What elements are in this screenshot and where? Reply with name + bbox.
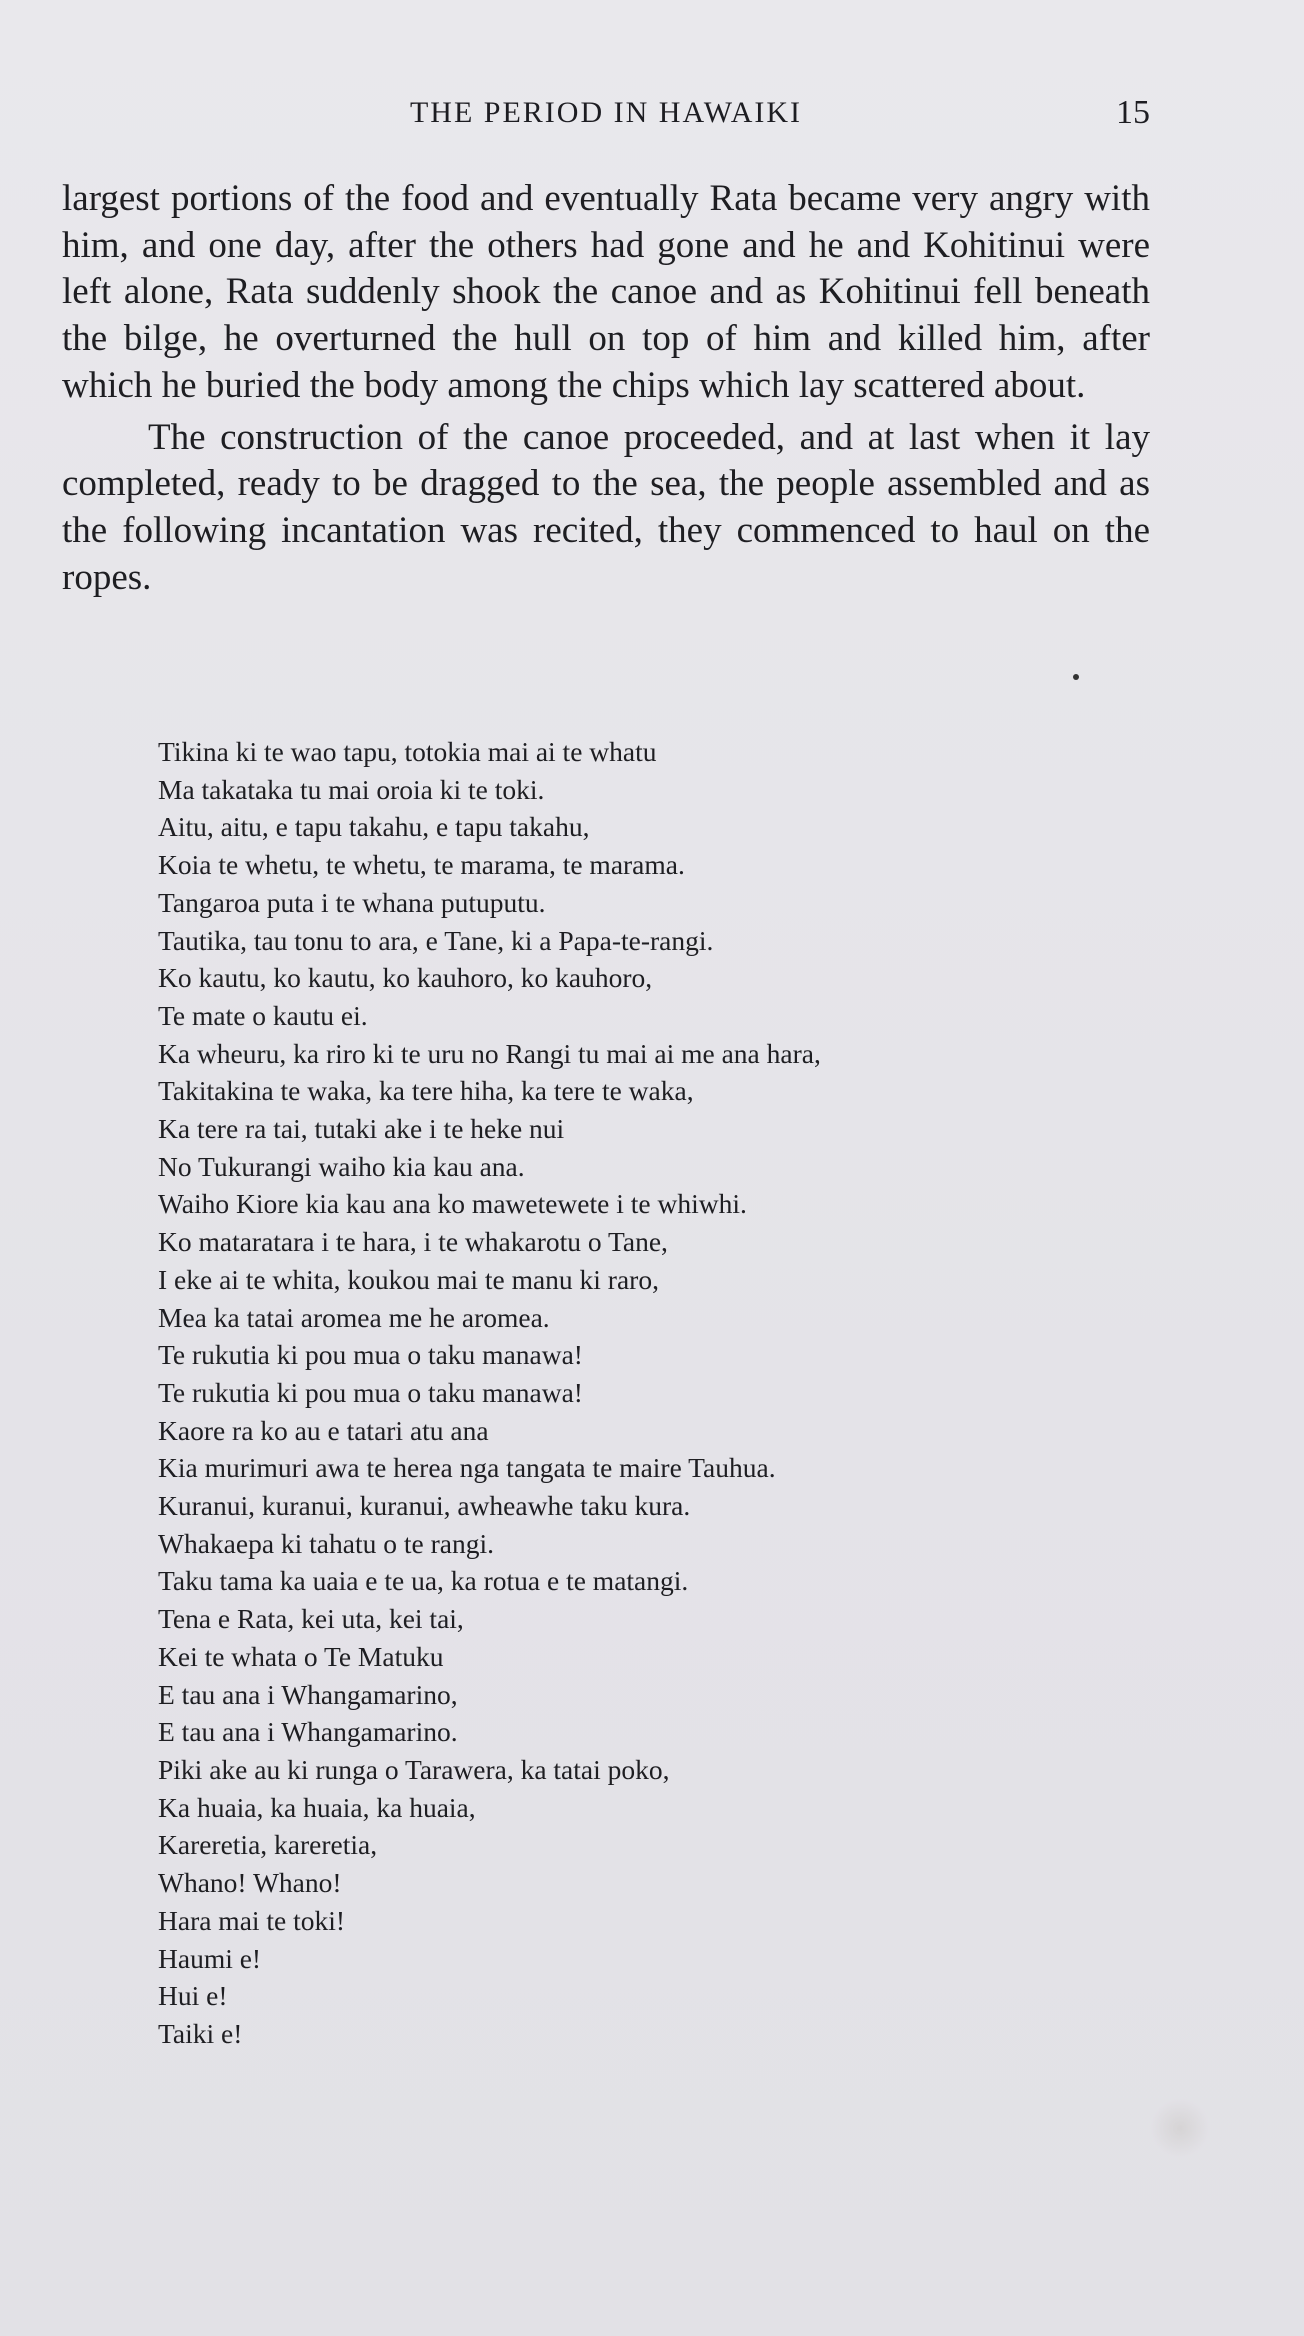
verse-line: Tena e Rata, kei uta, kei tai, (158, 1603, 464, 1635)
verse-line: Haumi e! (158, 1942, 262, 1974)
body-text (62, 176, 1150, 601)
ink-speck (1073, 674, 1079, 680)
running-head-title: THE PERIOD IN HAWAIKI (409, 96, 803, 129)
verse-line: Kia murimuri awa te herea nga tangata te maire Tauhua. (158, 1452, 776, 1484)
verse-line: Mea ka tatai aromea me he aromea. (158, 1301, 550, 1333)
verse-line: Ka tere ra tai, tutaki ake i te heke nui (158, 1113, 565, 1145)
verse-line: I eke ai te whita, koukou mai te manu ki raro, (158, 1263, 659, 1295)
verse-line: Te mate o kautu ei. (158, 999, 368, 1031)
verse-line: Kareretia, kareretia, (158, 1829, 378, 1861)
verse-line: Whano! Whano! (158, 1867, 342, 1899)
paragraph: largest portions of the food and eventually Rata became very angry with him, and one day, after the others had gone and he and Kohitinui were left alone, Rata suddenly shook the canoe and as Kohitinui fell beneath the bilge, he overturned the hull on top of him and killed him, after which he buried the body among the chips which lay scattered about. (62, 178, 1150, 406)
paragraph: The construction of the canoe proceeded, and at last when it lay completed, ready to be dragged to the sea, the people assembled and as the following incantation was recited, they commenced to haul on the ropes. (62, 416, 1150, 598)
verse-line: Aitu, aitu, e tapu takahu, e tapu takahu, (158, 811, 590, 843)
verse-line: Koia te whetu, te whetu, te marama, te marama. (158, 849, 685, 881)
verse-line: E tau ana i Whangamarino. (158, 1716, 458, 1748)
verse-line: Tautika, tau tonu to ara, e Tane, ki a Papa-te-rangi. (158, 924, 714, 956)
verse-line: Kuranui, kuranui, kuranui, awheawhe taku kura. (158, 1490, 691, 1522)
verse-line: Ma takataka tu mai oroia ki te toki. (158, 773, 545, 805)
verse-line: Te rukutia ki pou mua o taku manawa! (158, 1339, 583, 1371)
verse-line: Kei te whata o Te Matuku (158, 1640, 444, 1672)
verse-line: Ka huaia, ka huaia, ka huaia, (158, 1791, 476, 1823)
verse-line: Ko mataratara i te hara, i te whakarotu o Tane, (158, 1226, 668, 1258)
verse-line: No Tukurangi waiho kia kau ana. (158, 1150, 525, 1182)
running-head (62, 96, 1150, 136)
verse-line: E tau ana i Whangamarino, (158, 1678, 458, 1710)
paper-stain (1150, 2098, 1210, 2158)
verse-line: Tikina ki te wao tapu, totokia mai ai te whatu (158, 736, 657, 767)
page-number: 15 (1116, 94, 1150, 131)
verse-line: Whakaepa ki tahatu o te rangi. (158, 1527, 494, 1559)
verse-line: Kaore ra ko au e tatari atu ana (158, 1414, 489, 1446)
verse-line: Takitakina te waka, ka tere hiha, ka tere te waka, (158, 1075, 694, 1107)
verse-line: Waiho Kiore kia kau ana ko mawetewete i te whiwhi. (158, 1188, 747, 1220)
verse-line: Hui e! (158, 1980, 228, 2012)
verse-line: Te rukutia ki pou mua o taku manawa! (158, 1376, 583, 1408)
verse-line: Piki ake au ki runga o Tarawera, ka tatai poko, (158, 1753, 670, 1785)
verse-line: Tangaroa puta i te whana putuputu. (158, 886, 546, 918)
verse-line: Taiki e! (158, 2017, 243, 2049)
verse-line: Taku tama ka uaia e te ua, ka rotua e te matangi. (158, 1565, 689, 1597)
verse-line: Hara mai te toki! (158, 1904, 346, 1936)
verse-line: Ko kautu, ko kautu, ko kauhoro, ko kauhoro, (158, 962, 653, 994)
verse-line: Ka wheuru, ka riro ki te uru no Rangi tu mai ai me ana hara, (158, 1037, 821, 1069)
incantation-verse (158, 733, 1198, 2053)
